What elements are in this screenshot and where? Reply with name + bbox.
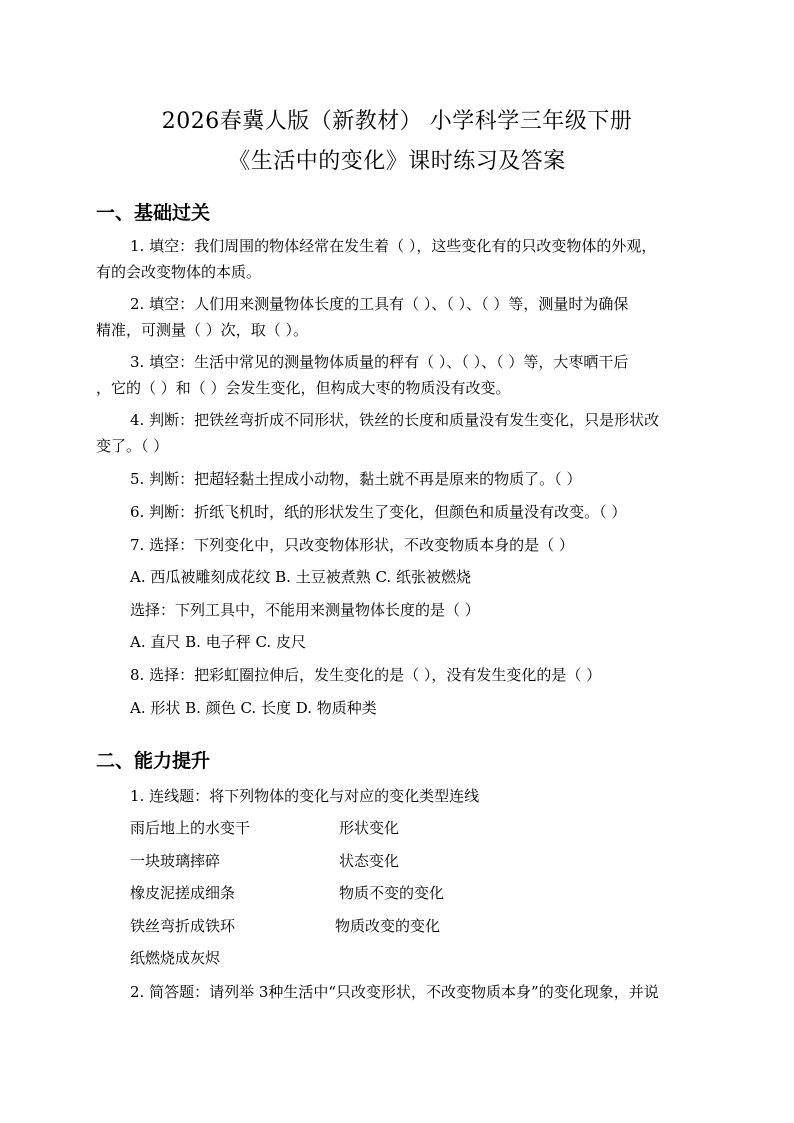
question-8: 8. 选择：把彩虹圈拉伸后，发生变化的是（ ），没有发生变化的是（ ）: [130, 666, 602, 684]
question-7b: 选择：下列工具中，不能用来测量物体长度的是（ ）: [130, 601, 480, 619]
question-4-line1: 4. 判断：把铁丝弯折成不同形状，铁丝的长度和质量没有发生变化，只是形状改: [130, 411, 660, 429]
matching-left-item: 雨后地上的水变干: [130, 819, 251, 837]
document-title-line1: 2026春冀人版（新教材） 小学科学三年级下册: [161, 109, 633, 134]
section2-heading: 二、能力提升: [96, 750, 211, 772]
question-3-line2: ，它的（ ）和（ ）会发生变化，但构成大枣的物质没有改变。: [96, 379, 511, 397]
matching-left-item: 铁丝弯折成铁环: [130, 917, 236, 935]
matching-left-item: 纸燃烧成灰烬: [130, 949, 221, 967]
document-title-line2: 《生活中的变化》课时练习及答案: [228, 149, 566, 174]
question-3-line1: 3. 填空：生活中常见的测量物体质量的秤有（ ）、（ ）、（ ）等，大枣晒干后: [130, 353, 629, 371]
question-4-line2: 变了。（ ）: [96, 437, 169, 455]
matching-right-item: 物质不变的变化: [339, 884, 445, 902]
section1-heading: 一、基础过关: [96, 202, 211, 224]
question-2-line1: 2. 填空：人们用来测量物体长度的工具有（ ）、（ ）、（ ）等，测量时为确保: [130, 295, 629, 313]
matching-right-item: 状态变化: [339, 852, 400, 870]
matching-left-item: 橡皮泥搓成细条: [130, 884, 236, 902]
question-7b-options: A. 直尺 B. 电子秤 C. 皮尺: [130, 633, 306, 651]
question-7: 7. 选择：下列变化中，只改变物体形状，不改变物质本身的是（ ）: [130, 536, 574, 554]
matching-right-item: 物质改变的变化: [335, 917, 441, 935]
question-1-line2: 有的会改变物体的本质。: [96, 263, 262, 281]
matching-question: 1. 连线题：将下列物体的变化与对应的变化类型连线: [130, 787, 480, 805]
question-7-options: A. 西瓜被雕刻成花纹 B. 土豆被煮熟 C. 纸张被燃烧: [130, 568, 471, 586]
question-8-options: A. 形状 B. 颜色 C. 长度 D. 物质种类: [130, 699, 377, 717]
question-6: 6. 判断：折纸飞机时，纸的形状发生了变化，但颜色和质量没有改变。（ ）: [130, 503, 627, 521]
matching-left-item: 一块玻璃摔碎: [130, 852, 221, 870]
matching-right-item: 形状变化: [339, 819, 400, 837]
question-2-line2: 精准，可测量（ ）次，取（ ）。: [96, 321, 309, 339]
short-answer-question: 2. 简答题：请列举 3种生活中“只改变形状，不改变物质本身”的变化现象，并说: [130, 983, 659, 1001]
question-1-line1: 1. 填空：我们周围的物体经常在发生着（ ），这些变化有的只改变物体的外观，: [130, 237, 657, 255]
question-5: 5. 判断：把超轻黏土捏成小动物，黏土就不再是原来的物质了。（ ）: [130, 470, 582, 488]
